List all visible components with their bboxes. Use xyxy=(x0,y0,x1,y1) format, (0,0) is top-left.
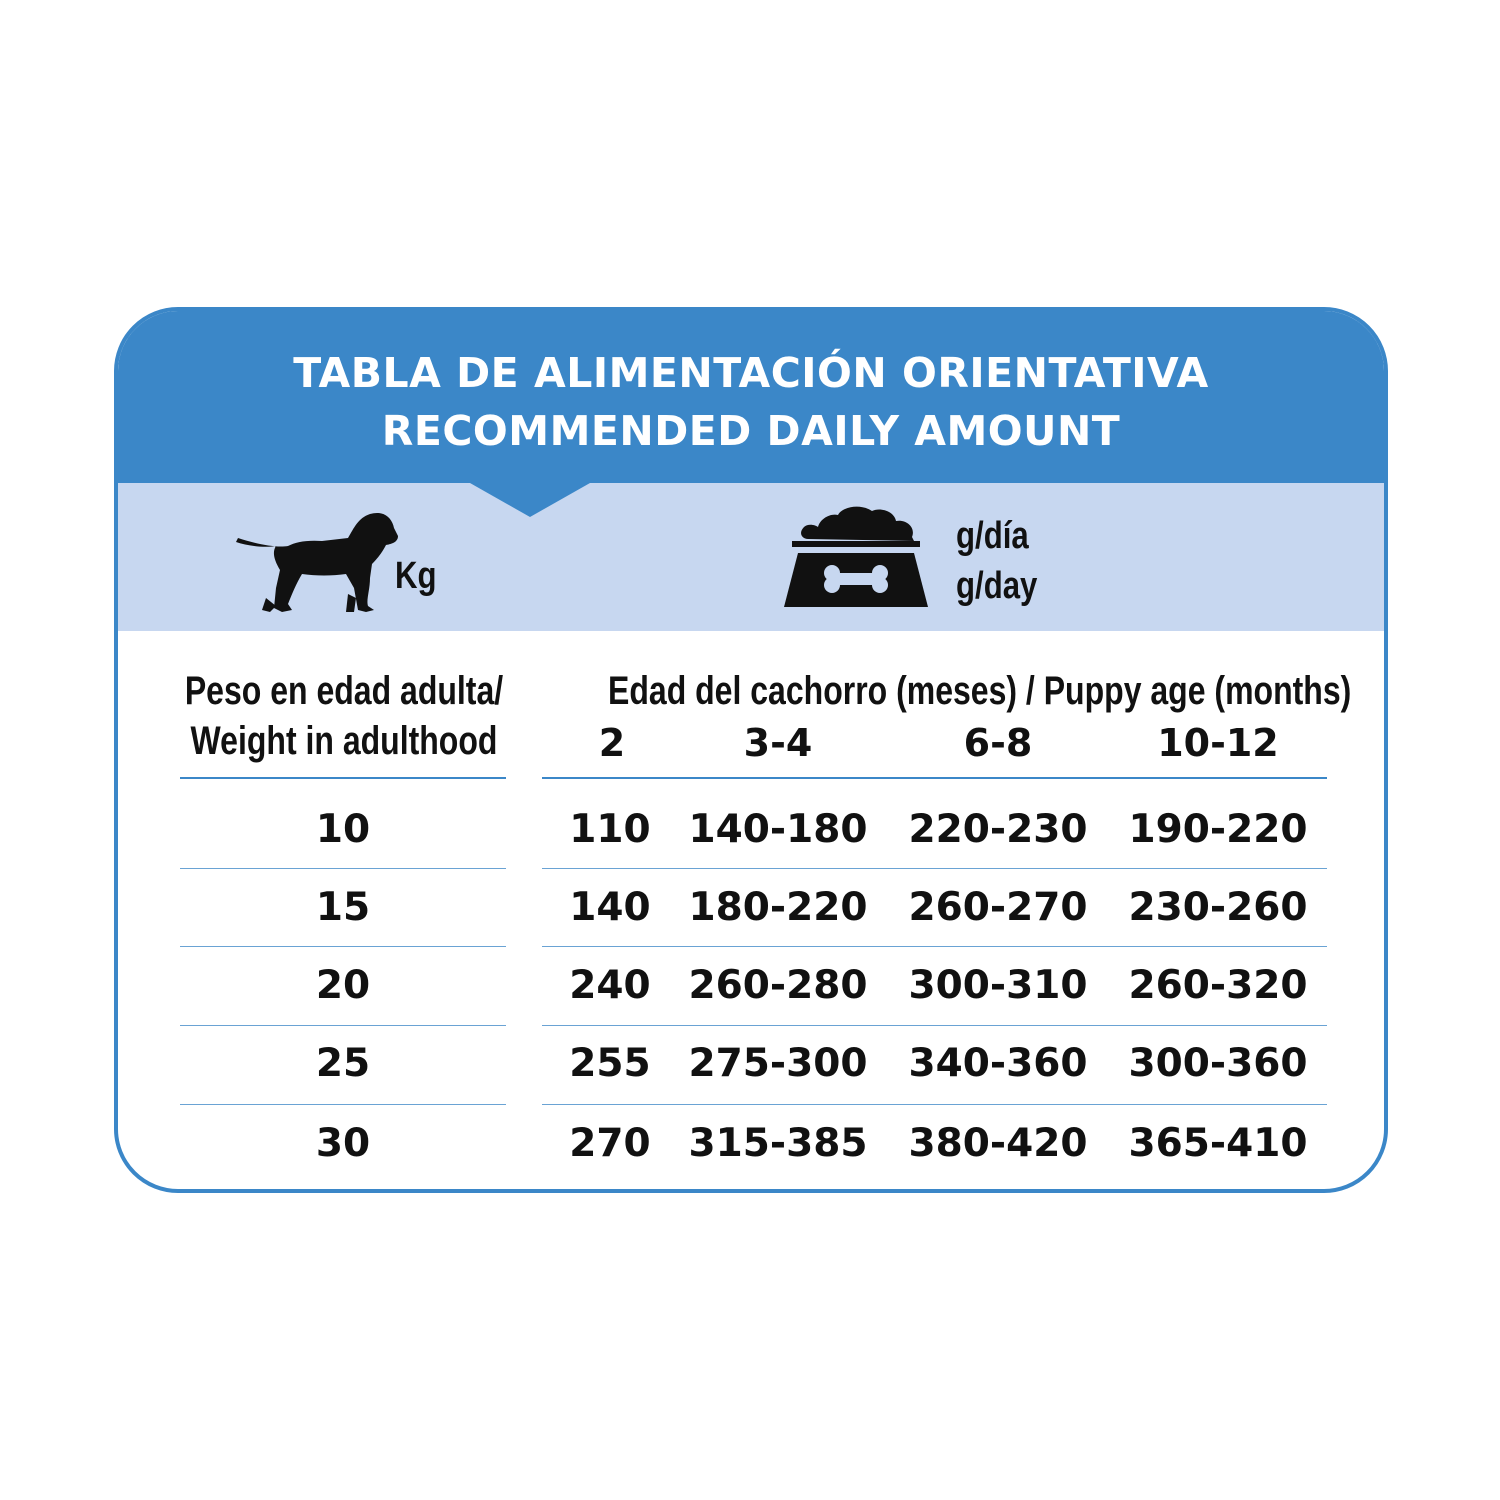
amount-unit-spanish: g/día xyxy=(956,515,1029,557)
value-cell: 180-220 xyxy=(688,885,868,930)
row-divider-left xyxy=(180,868,506,869)
row-divider-right xyxy=(542,946,1327,947)
amount-unit-english: g/day xyxy=(956,565,1038,607)
row-divider-left xyxy=(180,1025,506,1026)
value-cell: 365-410 xyxy=(1128,1121,1308,1166)
title-english: RECOMMENDED DAILY AMOUNT xyxy=(381,407,1121,455)
value-cell: 255 xyxy=(569,1041,651,1086)
row-divider-left xyxy=(180,1104,506,1105)
value-cell: 220-230 xyxy=(908,807,1088,852)
row-divider-left xyxy=(180,946,506,947)
value-cell: 190-220 xyxy=(1128,807,1308,852)
row-divider-right xyxy=(542,868,1327,869)
value-cell: 140-180 xyxy=(688,807,868,852)
puppy-icon xyxy=(236,508,401,616)
age-header: Edad del cachorro (meses) / Puppy age (months) xyxy=(608,669,1352,713)
value-cell: 275-300 xyxy=(688,1041,868,1086)
value-cell: 340-360 xyxy=(908,1041,1088,1086)
weight-cell: 25 xyxy=(315,1041,371,1086)
title-header xyxy=(118,311,1384,483)
row-divider-right xyxy=(542,1025,1327,1026)
value-cell: 240 xyxy=(569,963,651,1008)
value-cell: 260-270 xyxy=(908,885,1088,930)
weight-cell: 20 xyxy=(315,963,371,1008)
header-divider-right xyxy=(542,777,1327,779)
age-column-2: 2 xyxy=(598,721,626,765)
weight-cell: 10 xyxy=(315,807,371,852)
age-column-10-12: 10-12 xyxy=(1157,721,1279,765)
value-cell: 315-385 xyxy=(688,1121,868,1166)
value-cell: 110 xyxy=(569,807,651,852)
value-cell: 230-260 xyxy=(1128,885,1308,930)
weight-cell: 30 xyxy=(315,1121,371,1166)
title-spanish: TABLA DE ALIMENTACIÓN ORIENTATIVA xyxy=(293,349,1209,397)
value-cell: 260-280 xyxy=(688,963,868,1008)
weight-header-line2: Weight in adulthood xyxy=(190,719,498,763)
age-column-6-8: 6-8 xyxy=(963,721,1033,765)
feeding-table-card xyxy=(114,307,1388,1193)
value-cell: 260-320 xyxy=(1128,963,1308,1008)
age-column-3-4: 3-4 xyxy=(743,721,813,765)
value-cell: 380-420 xyxy=(908,1121,1088,1166)
weight-cell: 15 xyxy=(315,885,371,930)
header-pointer xyxy=(470,483,590,519)
value-cell: 140 xyxy=(569,885,651,930)
weight-unit-label: Kg xyxy=(395,555,437,597)
value-cell: 300-310 xyxy=(908,963,1088,1008)
food-bowl-icon xyxy=(782,505,930,611)
units-band xyxy=(118,483,1384,631)
header-divider-left xyxy=(180,777,506,779)
row-divider-right xyxy=(542,1104,1327,1105)
value-cell: 300-360 xyxy=(1128,1041,1308,1086)
weight-header-line1: Peso en edad adulta/ xyxy=(184,669,504,713)
value-cell: 270 xyxy=(569,1121,651,1166)
